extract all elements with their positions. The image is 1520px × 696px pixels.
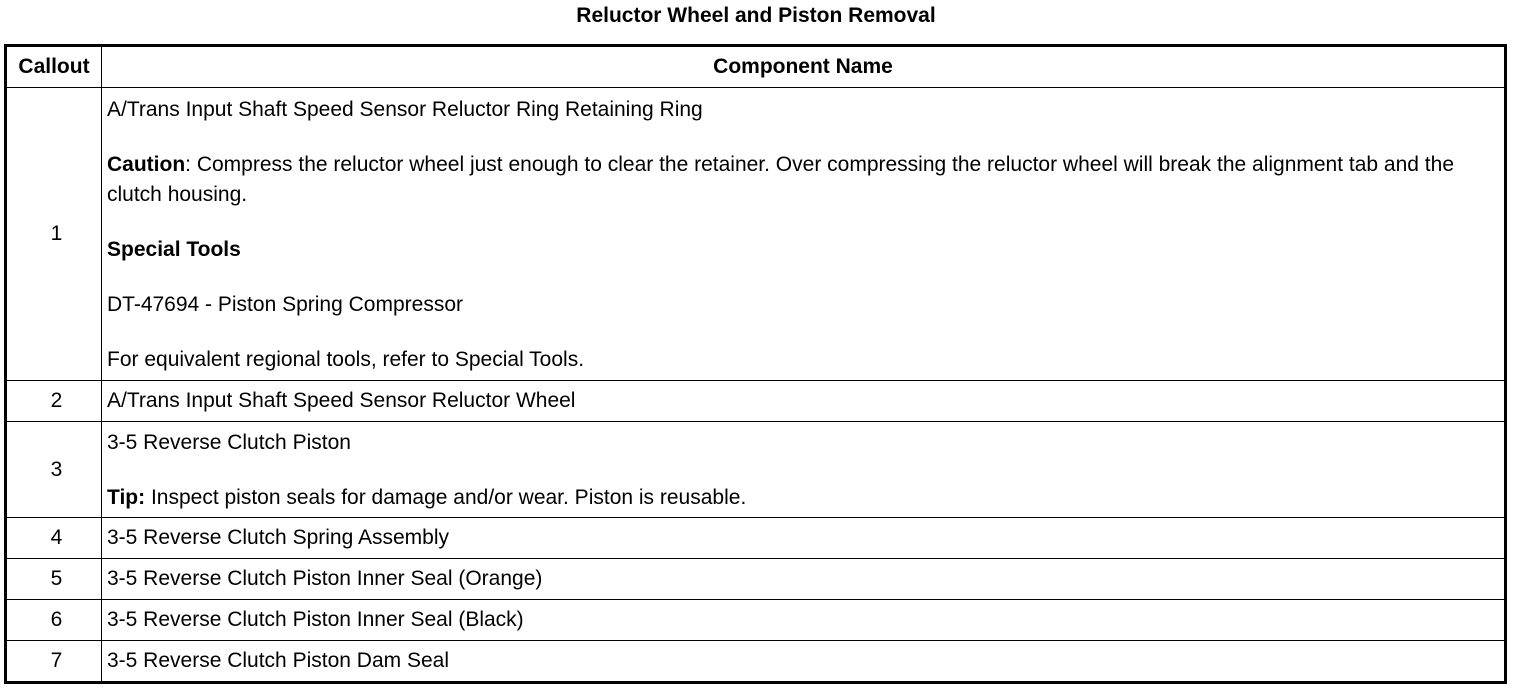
header-callout: Callout: [6, 46, 102, 88]
table-row: [6, 422, 1506, 518]
table-header-row: [6, 46, 1506, 88]
callout-cell: 7: [6, 641, 102, 683]
component-name: 3-5 Reverse Clutch Piston Dam Seal: [102, 641, 1506, 683]
table-row: [6, 600, 1506, 641]
equivalent-tools-note: For equivalent regional tools, refer to Special Tools.: [107, 348, 585, 371]
callout-cell: 2: [6, 381, 102, 422]
table-row: [6, 381, 1506, 422]
page-title: Reluctor Wheel and Piston Removal: [576, 4, 936, 27]
component-name: 3-5 Reverse Clutch Piston: [107, 431, 351, 454]
callout-cell: 4: [6, 518, 102, 559]
table-row: [6, 518, 1506, 559]
table-row: [6, 641, 1506, 683]
callout-cell: 3: [6, 422, 102, 518]
component-name: A/Trans Input Shaft Speed Sensor Reluctor Wheel: [102, 381, 1506, 422]
component-name: 3-5 Reverse Clutch Spring Assembly: [102, 518, 1506, 559]
table-row: [6, 88, 1506, 381]
tip-note: [107, 483, 1504, 513]
callout-cell: 6: [6, 600, 102, 641]
tip-text: Inspect piston seals for damage and/or wear. Piston is reusable.: [145, 486, 747, 509]
header-component-name: Component Name: [102, 46, 1506, 88]
callout-cell: 5: [6, 559, 102, 600]
caution-note: [107, 150, 1504, 210]
component-name: 3-5 Reverse Clutch Piston Inner Seal (Black): [102, 600, 1506, 641]
callout-cell: 1: [6, 88, 102, 381]
components-table: [4, 44, 1507, 684]
component-cell: [102, 422, 1506, 518]
caution-text: Compress the reluctor wheel just enough to clear the retainer. Over compressing the reluctor wheel will break the alignment tab and the clutch housing.: [107, 153, 1454, 206]
component-name: 3-5 Reverse Clutch Piston Inner Seal (Orange): [102, 559, 1506, 600]
component-cell: [102, 88, 1506, 381]
component-name: A/Trans Input Shaft Speed Sensor Reluctor Ring Retaining Ring: [107, 98, 703, 121]
caution-label: Caution: [107, 153, 186, 176]
special-tools-heading: Special Tools: [107, 238, 241, 261]
tip-label: Tip:: [107, 486, 146, 509]
caution-separator: :: [185, 153, 191, 176]
special-tool-item: DT-47694 - Piston Spring Compressor: [107, 293, 463, 316]
table-row: [6, 559, 1506, 600]
